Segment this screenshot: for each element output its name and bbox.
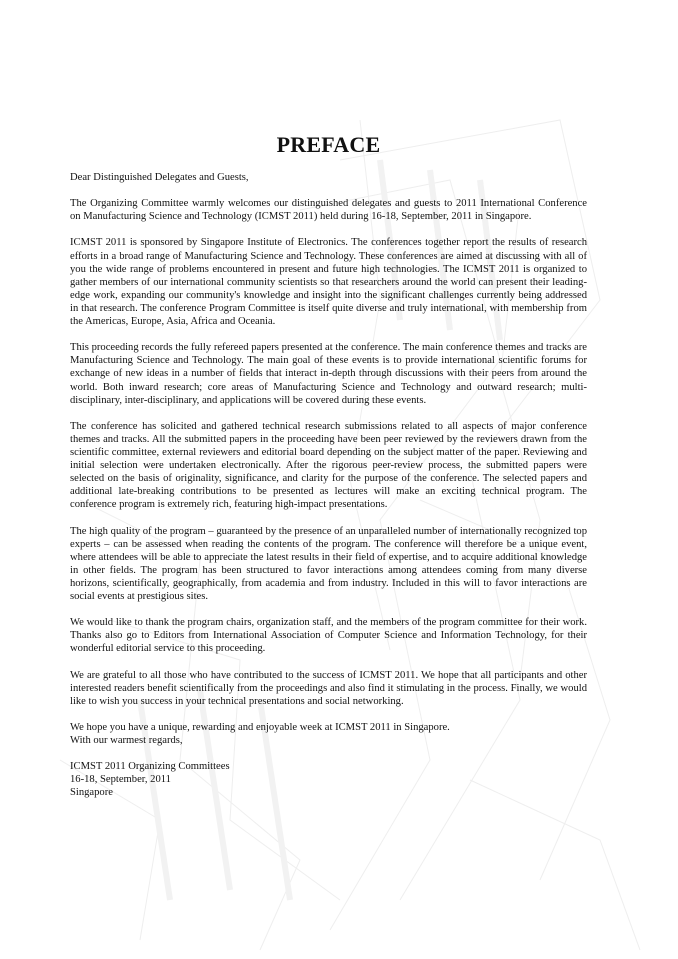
page-title: PREFACE xyxy=(276,132,381,157)
paragraph: We are grateful to all those who have contributed to the success of ICMST 2011. We hope that all participants and other interested readers benefit scientifically from the proceedings and also find it stimulating in the process. Finally, we would like to wish you success in your technical presentations and social networking. xyxy=(70,669,587,707)
paragraph: This proceeding records the fully refereed papers presented at the conference. The main conference themes and tracks are Manufacturing Science and Technology. The main goal of these events is to provide international scientific forums for exchange of new ideas in a number of fields that interact in-depth through discussions with their peers from around the world. Both inward research; core areas of Manufacturing Science and Technology and outward research; multi-disciplinary, inter-disciplinary, and applications will be covered during these events. xyxy=(70,342,587,406)
signature-line: 16-18, September, 2011 xyxy=(70,774,171,786)
closing-block xyxy=(70,721,587,747)
paragraph: ICMST 2011 is sponsored by Singapore Institute of Electronics. The conferences together report the results of research efforts in a broad range of Manufacturing Science and Technology. These conferences are aimed at discussing with all of you the wide range of problems encountered in present and future high technologies. The ICMST 2011 is organized to gather members of our international community scientists so that researchers around the world can present their leading-edge work, expanding our community's knowledge and insight into the significant challenges currently being addressed in that research. The conference Program Committee is itself quite diverse and truly international, with membership from the Americas, Europe, Asia, Africa and Oceania. xyxy=(70,237,587,328)
signature-line: Singapore xyxy=(70,787,113,799)
signature-block xyxy=(70,760,587,799)
paragraph: The Organizing Committee warmly welcomes our distinguished delegates and guests to 2011 International Conference on Manufacturing Science and Technology (ICMST 2011) held during 16-18, September, 2011 in Singapore. xyxy=(70,198,587,223)
signature-line: ICMST 2011 Organizing Committees xyxy=(70,761,230,773)
salutation: Dear Distinguished Delegates and Guests, xyxy=(70,172,249,183)
paragraph: The high quality of the program – guaranteed by the presence of an unparalleled number of internationally recognized top experts – can be assessed when reading the contents of the program. The conference will therefore be a unique event, where attendees will be able to appreciate the latest results in their field of expertise, and to acquire additional knowledge in other fields. The program has been structured to favor interactions among attendees coming from many diverse horizons, scientifically, geographically, from academia and from industry. Included in this will to favor interactions are social events at prestigious sites. xyxy=(70,525,587,602)
preface-content xyxy=(70,132,587,813)
closing-line: We hope you have a unique, rewarding and enjoyable week at ICMST 2011 in Singapore. xyxy=(70,721,450,733)
paragraph: We would like to thank the program chairs, organization staff, and the members of the program committee for their work. Thanks also go to Editors from International Association of Computer Science and Information Technology, for their wonderful editorial service to this proceeding. xyxy=(70,617,587,655)
closing-line: With our warmest regards, xyxy=(70,735,183,747)
paragraph: The conference has solicited and gathered technical research submissions related to all aspects of major conference themes and tracks. All the submitted papers in the proceeding have been peer reviewed by the reviewers drawn from the scientific committee, external reviewers and editorial board depending on the subject matter of the paper. Reviewing and initial selection were undertaken electronically. After the rigorous peer-review process, the submitted papers were selected on the basis of originality, significance, and clarity for the purpose of the conference. The selected papers and additional late-breaking contributions to be presented as lectures will make an exciting technical program. The conference program is extremely rich, featuring high-impact presentations. xyxy=(70,420,587,511)
